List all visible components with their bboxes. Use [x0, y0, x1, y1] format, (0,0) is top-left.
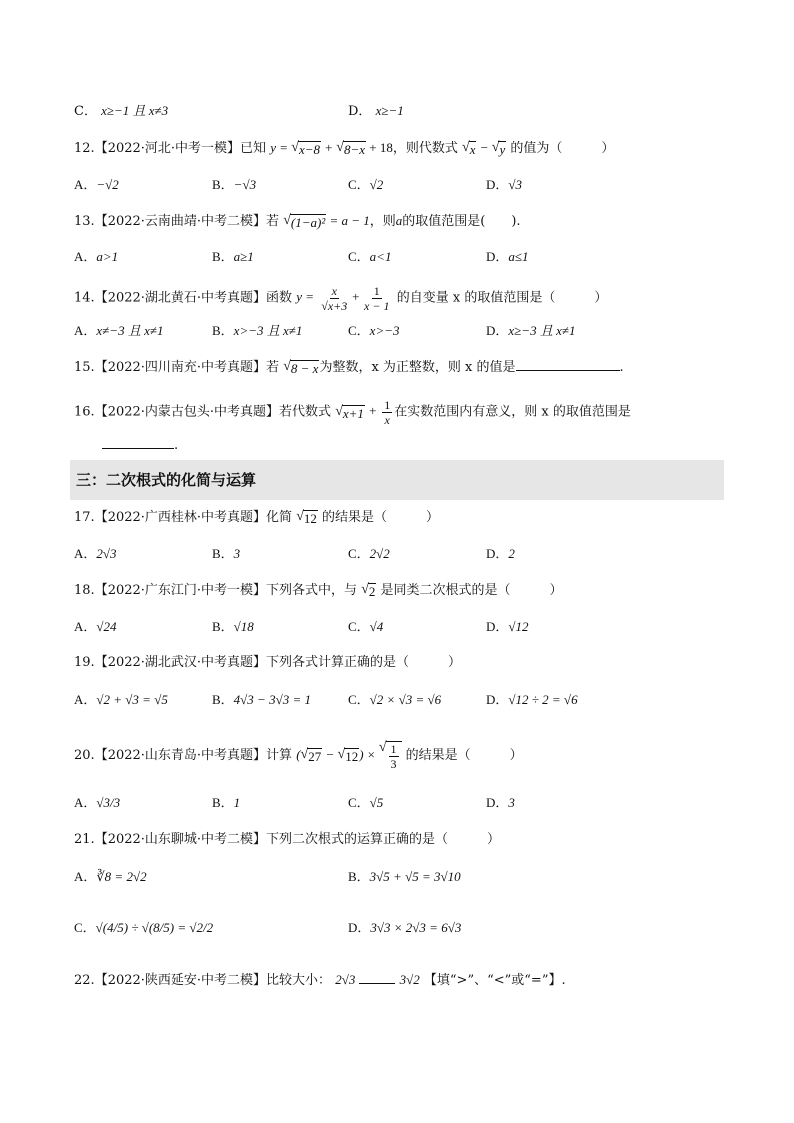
question-text: 下列各式中，与: [266, 583, 358, 598]
q12-option-b: B．−√3: [212, 177, 257, 192]
q17-option-b: B．3: [212, 546, 241, 561]
q12-option-d: D．√3: [486, 177, 523, 192]
question-15: [74, 357, 724, 378]
question-text: 下列二次根式的运算正确的是（ ）: [266, 832, 501, 847]
question-number: 12.: [74, 141, 95, 156]
question-text: .: [619, 360, 624, 375]
question-number: 14.: [74, 290, 95, 306]
question-source: 【2022·湖北黄石·中考真题】: [94, 290, 267, 306]
answer-blank[interactable]: [102, 436, 174, 449]
question-text: 若代数式: [279, 404, 332, 420]
equation: y = √ x−8 + √ 8−x + 18: [270, 140, 393, 158]
question-21: [74, 830, 724, 850]
question-text: 函数: [266, 290, 293, 306]
question-source: 【2022·四川南充·中考真题】: [94, 360, 267, 375]
q18-option-a: A．√24: [74, 619, 117, 634]
question-17: [74, 507, 724, 528]
variable: a: [395, 213, 403, 228]
question-number: 18.: [74, 583, 95, 598]
question-text: 比较大小：: [266, 973, 332, 988]
q13-option-a: A．a>1: [74, 249, 119, 264]
q20-option-b: B．1: [212, 795, 241, 810]
q17-option-c: C．2√2: [348, 546, 390, 561]
question-text: 的结果是（ ）: [405, 747, 523, 763]
q13-option-b: B．a≥1: [212, 249, 254, 264]
expression: √ x+1 + $\frac{1}{x}$: [335, 398, 391, 427]
question-source: 【2022·山东青岛·中考真题】: [94, 747, 267, 763]
question-number: 13.: [74, 214, 95, 229]
option-value: x≥−1 且 x≠3: [101, 103, 169, 118]
question-text: 的取值范围是( ).: [402, 214, 521, 229]
option-letter: C．: [74, 104, 97, 119]
q21-option-b: B．3√5 + √5 = 3√10: [348, 869, 461, 884]
question-text: 若: [266, 360, 280, 375]
q19-option-c: C．√2 × √3 = √6: [348, 692, 442, 707]
answer-blank[interactable]: [359, 971, 395, 984]
expression: √ x − √ y: [462, 140, 506, 158]
question-20: [74, 741, 724, 771]
q14-option-d: D．x≥−3 且 x≠1: [486, 323, 576, 338]
question-text: 下列各式计算正确的是（ ）: [266, 655, 462, 670]
question-number: 17.: [74, 510, 95, 525]
question-text: 为整数，x 为正整数，则 x 的值是: [319, 360, 516, 375]
equation: √ (1−a)² = a − 1: [283, 213, 370, 231]
q14-option-a: A．x≠−3 且 x≠1: [74, 323, 164, 338]
question-text: 化简: [266, 510, 293, 525]
question-19: [74, 653, 724, 673]
question-text: 计算: [266, 747, 293, 763]
expression: √ 2: [361, 582, 376, 600]
q20-option-c: C．√5: [348, 795, 384, 810]
question-text: .: [174, 438, 179, 453]
question-source: 【2022·陕西延安·中考二模】: [94, 973, 267, 988]
q20-option-d: D．3: [486, 795, 515, 810]
expression: ( √ 27 − √ 12 ) × √ $\frac{1}{3}$: [296, 747, 401, 762]
question-number: 15.: [74, 360, 95, 375]
question-text: 【填“>”、“<”或“=”】.: [423, 973, 566, 988]
section-title: 三：二次根式的化简与运算: [76, 471, 257, 489]
question-16-answer-line: [74, 436, 724, 456]
question-22: [74, 970, 724, 991]
q21-option-a: A．∛8 = 2√2: [74, 869, 147, 884]
q21-option-d: D．3√3 × 2√3 = 6√3: [348, 920, 462, 935]
expression-left: 2√3: [335, 972, 356, 987]
q20-option-a: A．√3/3: [74, 795, 121, 810]
q19-option-b: B．4√3 − 3√3 = 1: [212, 692, 311, 707]
question-text: 的值为（ ）: [510, 141, 615, 156]
expression: √ 8 − x: [283, 359, 319, 377]
question-source: 【2022·广东江门·中考一模】: [94, 583, 267, 598]
question-text: 是同类二次根式的是（ ）: [380, 583, 563, 598]
question-source: 【2022·广西桂林·中考真题】: [94, 510, 267, 525]
question-text: 若: [266, 214, 280, 229]
question-12: [74, 138, 724, 159]
answer-blank[interactable]: [516, 358, 620, 371]
question-13: [74, 211, 724, 232]
question-source: 【2022·河北·中考一模】: [94, 141, 241, 156]
question-text: ，则: [369, 214, 396, 229]
question-text: 已知: [240, 141, 267, 156]
section-header: [70, 460, 724, 500]
equation: y = $\frac{x}{√x+3}$ + $\frac{1}{x - 1}$: [296, 284, 390, 313]
question-number: 21.: [74, 832, 95, 847]
q14-option-b: B．x>−3 且 x≠1: [212, 323, 303, 338]
question-source: 【2022·湖北武汉·中考真题】: [94, 655, 267, 670]
option-value: x≥−1: [375, 103, 404, 118]
q13-option-c: C．a<1: [348, 249, 392, 264]
q18-option-b: B．√18: [212, 619, 254, 634]
question-number: 19.: [74, 655, 95, 670]
q21-option-c: C．√(4/5) ÷ √(8/5) = √2/2: [74, 920, 214, 935]
question-text: 在实数范围内有意义，则 x 的取值范围是: [394, 404, 631, 420]
option-letter: D．: [348, 104, 372, 119]
q13-option-d: D．a≤1: [486, 249, 529, 264]
q18-option-d: D．√12: [486, 619, 529, 634]
q19-option-d: D．√12 ÷ 2 = √6: [486, 692, 578, 707]
expression-right: 3√2: [399, 972, 420, 987]
question-14: [74, 284, 724, 313]
q11-option-d: [348, 101, 404, 122]
question-number: 20.: [74, 747, 95, 763]
expression: √ 12: [296, 509, 317, 527]
q11-option-c: [74, 101, 168, 122]
q19-option-a: A．√2 + √3 = √5: [74, 692, 168, 707]
question-source: 【2022·山东聊城·中考二模】: [94, 832, 267, 847]
question-source: 【2022·云南曲靖·中考二模】: [94, 214, 267, 229]
q12-option-c: C．√2: [348, 177, 384, 192]
question-text: 的自变量 x 的取值范围是（ ）: [396, 290, 608, 306]
q12-option-a: A．−√2: [74, 177, 119, 192]
question-text: ，则代数式: [392, 141, 458, 156]
question-number: 22.: [74, 973, 95, 988]
q17-option-a: A．2√3: [74, 546, 117, 561]
question-18: [74, 580, 724, 601]
question-16: [74, 398, 724, 427]
q17-option-d: D．2: [486, 546, 515, 561]
question-number: 16.: [74, 404, 95, 420]
q18-option-c: C．√4: [348, 619, 384, 634]
question-source: 【2022·内蒙古包头·中考真题】: [94, 404, 280, 420]
q14-option-c: C．x>−3: [348, 323, 400, 338]
question-text: 的结果是（ ）: [322, 510, 440, 525]
